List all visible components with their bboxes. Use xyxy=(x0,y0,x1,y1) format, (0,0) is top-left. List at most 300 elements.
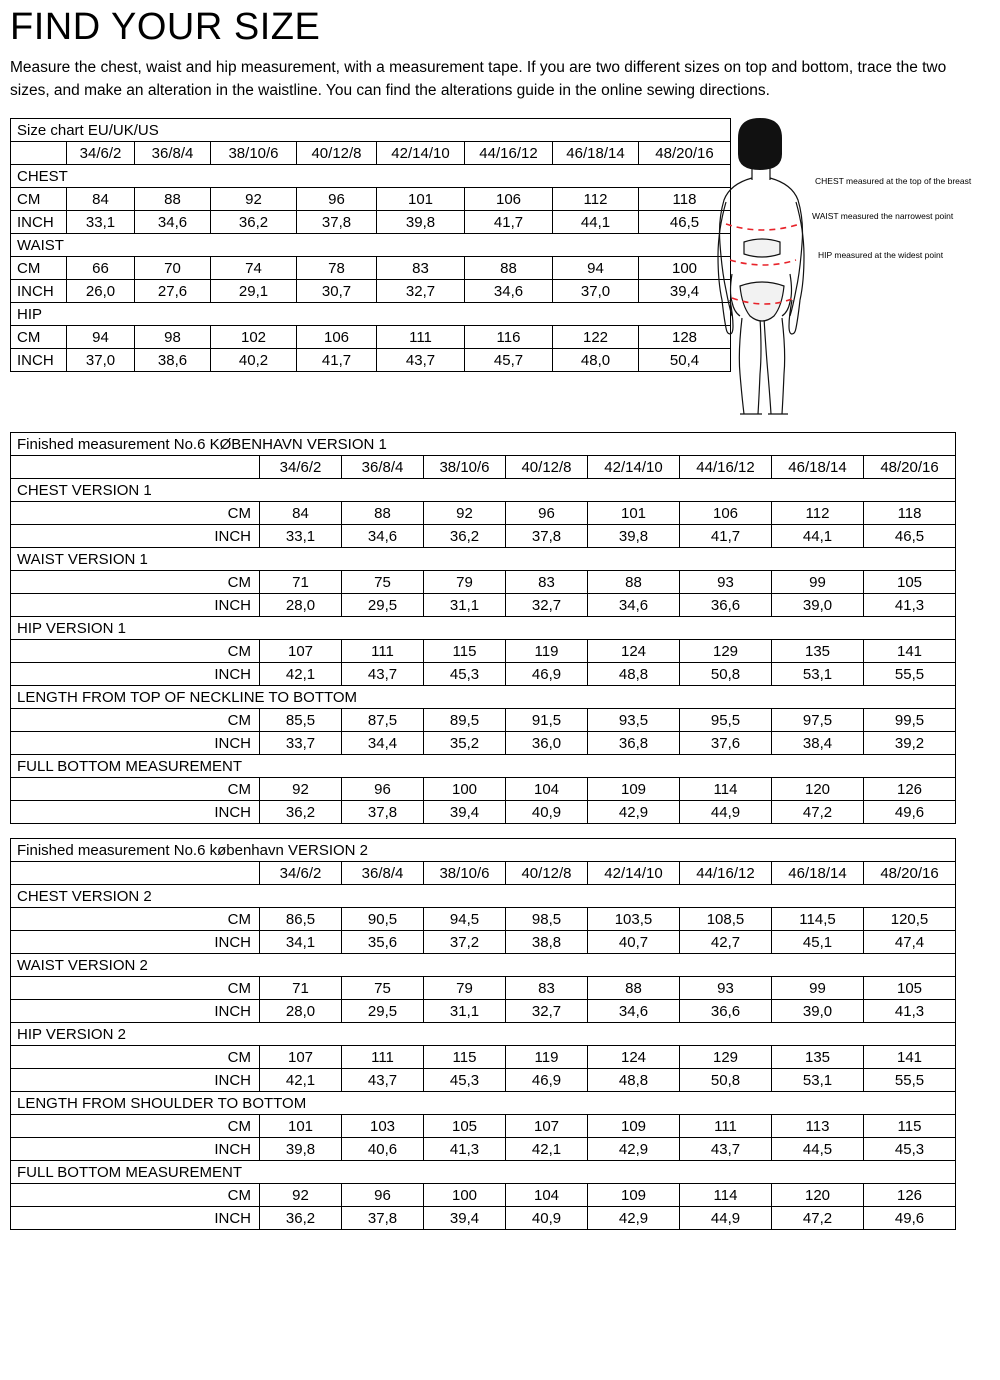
value-1-0-3: 78 xyxy=(297,257,377,280)
size-header-2: 38/10/6 xyxy=(424,862,506,885)
value-4-1-4: 42,9 xyxy=(588,801,680,824)
unit-label-2-0: CM xyxy=(11,640,260,663)
value-2-0-6: 122 xyxy=(553,326,639,349)
size-guide-page xyxy=(0,8,1000,1380)
value-0-0-7: 118 xyxy=(639,188,731,211)
group-label-row xyxy=(11,234,731,257)
value-2-1-7: 50,4 xyxy=(639,349,731,372)
value-0-0-5: 106 xyxy=(680,502,772,525)
value-0-1-6: 45,1 xyxy=(772,931,864,954)
value-2-1-0: 37,0 xyxy=(67,349,135,372)
value-4-0-2: 100 xyxy=(424,1184,506,1207)
value-0-0-2: 92 xyxy=(424,502,506,525)
value-3-1-7: 45,3 xyxy=(864,1138,956,1161)
group-label-4: FULL BOTTOM MEASUREMENT xyxy=(11,1161,956,1184)
unit-label-0-1: INCH xyxy=(11,931,260,954)
table-row xyxy=(11,211,731,234)
value-1-0-1: 70 xyxy=(135,257,211,280)
value-0-1-1: 34,6 xyxy=(342,525,424,548)
value-1-0-0: 71 xyxy=(260,977,342,1000)
value-1-1-2: 29,1 xyxy=(211,280,297,303)
value-2-1-6: 53,1 xyxy=(772,663,864,686)
value-2-0-2: 115 xyxy=(424,1046,506,1069)
value-1-0-1: 75 xyxy=(342,571,424,594)
value-0-1-7: 46,5 xyxy=(864,525,956,548)
value-0-0-7: 118 xyxy=(864,502,956,525)
value-2-0-5: 129 xyxy=(680,640,772,663)
value-4-0-7: 126 xyxy=(864,1184,956,1207)
value-1-1-5: 36,6 xyxy=(680,1000,772,1023)
size-header-6: 46/18/14 xyxy=(553,142,639,165)
table-row xyxy=(11,1115,956,1138)
value-0-1-3: 37,8 xyxy=(297,211,377,234)
table-row xyxy=(11,977,956,1000)
value-2-0-7: 141 xyxy=(864,640,956,663)
table-row xyxy=(11,640,956,663)
size-header-4: 42/14/10 xyxy=(588,862,680,885)
top-section xyxy=(0,118,1000,418)
size-header-0: 34/6/2 xyxy=(260,862,342,885)
group-label-row xyxy=(11,885,956,908)
value-3-0-7: 99,5 xyxy=(864,709,956,732)
value-2-1-2: 45,3 xyxy=(424,663,506,686)
value-2-1-7: 55,5 xyxy=(864,663,956,686)
group-label-0: CHEST VERSION 1 xyxy=(11,479,956,502)
value-1-1-6: 39,0 xyxy=(772,594,864,617)
group-label-row xyxy=(11,686,956,709)
value-2-0-0: 94 xyxy=(67,326,135,349)
size-header-5: 44/16/12 xyxy=(465,142,553,165)
value-2-1-2: 45,3 xyxy=(424,1069,506,1092)
value-4-0-2: 100 xyxy=(424,778,506,801)
group-label-row xyxy=(11,303,731,326)
value-4-0-1: 96 xyxy=(342,778,424,801)
value-1-1-0: 28,0 xyxy=(260,594,342,617)
value-0-0-3: 96 xyxy=(506,502,588,525)
value-1-0-4: 88 xyxy=(588,977,680,1000)
group-label-4: FULL BOTTOM MEASUREMENT xyxy=(11,755,956,778)
unit-label-4-1: INCH xyxy=(11,1207,260,1230)
table-caption-row xyxy=(11,433,956,456)
size-header-7: 48/20/16 xyxy=(864,862,956,885)
group-label-3: LENGTH FROM TOP OF NECKLINE TO BOTTOM xyxy=(11,686,956,709)
table-row xyxy=(11,931,956,954)
value-3-1-0: 39,8 xyxy=(260,1138,342,1161)
value-3-0-6: 97,5 xyxy=(772,709,864,732)
value-1-1-2: 31,1 xyxy=(424,594,506,617)
waist-note: WAIST measured the narrowest point xyxy=(812,211,954,222)
value-0-0-5: 106 xyxy=(465,188,553,211)
value-2-0-0: 107 xyxy=(260,1046,342,1069)
value-3-1-4: 42,9 xyxy=(588,1138,680,1161)
value-4-1-5: 44,9 xyxy=(680,1207,772,1230)
value-0-0-4: 101 xyxy=(377,188,465,211)
value-1-0-6: 94 xyxy=(553,257,639,280)
size-header-2: 38/10/6 xyxy=(424,456,506,479)
value-2-0-3: 119 xyxy=(506,640,588,663)
unit-label-0-0: CM xyxy=(11,908,260,931)
value-0-0-5: 108,5 xyxy=(680,908,772,931)
group-label-1: WAIST VERSION 1 xyxy=(11,548,956,571)
unit-label-1-0: CM xyxy=(11,257,67,280)
unit-label-0-0: CM xyxy=(11,188,67,211)
value-4-0-4: 109 xyxy=(588,1184,680,1207)
value-0-1-6: 44,1 xyxy=(553,211,639,234)
value-2-0-1: 111 xyxy=(342,1046,424,1069)
value-3-1-0: 33,7 xyxy=(260,732,342,755)
value-2-0-7: 128 xyxy=(639,326,731,349)
size-header-row xyxy=(11,862,956,885)
value-1-0-7: 100 xyxy=(639,257,731,280)
value-2-1-6: 48,0 xyxy=(553,349,639,372)
size-header-4: 42/14/10 xyxy=(588,456,680,479)
value-2-0-1: 98 xyxy=(135,326,211,349)
size-header-3: 40/12/8 xyxy=(506,456,588,479)
value-1-0-0: 66 xyxy=(67,257,135,280)
value-3-0-7: 115 xyxy=(864,1115,956,1138)
table-row xyxy=(11,801,956,824)
value-0-1-2: 36,2 xyxy=(424,525,506,548)
value-3-0-4: 109 xyxy=(588,1115,680,1138)
value-0-0-1: 88 xyxy=(342,502,424,525)
value-1-1-1: 27,6 xyxy=(135,280,211,303)
group-label-row xyxy=(11,617,956,640)
value-2-1-4: 43,7 xyxy=(377,349,465,372)
unit-label-4-0: CM xyxy=(11,1184,260,1207)
size-header-5: 44/16/12 xyxy=(680,456,772,479)
value-4-0-3: 104 xyxy=(506,1184,588,1207)
unit-label-1-0: CM xyxy=(11,977,260,1000)
value-3-0-0: 101 xyxy=(260,1115,342,1138)
header-blank xyxy=(11,456,260,479)
value-3-1-6: 44,5 xyxy=(772,1138,864,1161)
value-0-0-0: 84 xyxy=(67,188,135,211)
group-label-row xyxy=(11,755,956,778)
value-3-1-1: 34,4 xyxy=(342,732,424,755)
group-label-row xyxy=(11,548,956,571)
value-3-0-3: 107 xyxy=(506,1115,588,1138)
intro-paragraph: Measure the chest, waist and hip measurement, with a measurement tape. If you are two different sizes on top and bottom, trace the two sizes, and make an alteration in the waistline. You can find the alterations guide in the online sewing directions. xyxy=(10,58,947,100)
value-2-0-2: 102 xyxy=(211,326,297,349)
group-label-2: HIP xyxy=(11,303,731,326)
table-caption: Size chart EU/UK/US xyxy=(11,119,731,142)
table-row xyxy=(11,709,956,732)
value-0-0-4: 101 xyxy=(588,502,680,525)
table-caption-row xyxy=(11,119,731,142)
value-4-1-2: 39,4 xyxy=(424,1207,506,1230)
value-3-1-3: 42,1 xyxy=(506,1138,588,1161)
value-2-1-3: 46,9 xyxy=(506,663,588,686)
unit-label-2-1: INCH xyxy=(11,1069,260,1092)
table-caption: Finished measurement No.6 KØBENHAVN VERSION 1 xyxy=(11,433,956,456)
value-1-1-2: 31,1 xyxy=(424,1000,506,1023)
value-1-1-6: 37,0 xyxy=(553,280,639,303)
value-1-0-4: 83 xyxy=(377,257,465,280)
unit-label-1-0: CM xyxy=(11,571,260,594)
version2-table xyxy=(10,838,956,1230)
value-1-1-5: 36,6 xyxy=(680,594,772,617)
size-header-6: 46/18/14 xyxy=(772,456,864,479)
value-3-1-1: 40,6 xyxy=(342,1138,424,1161)
group-label-3: LENGTH FROM SHOULDER TO BOTTOM xyxy=(11,1092,956,1115)
value-0-1-7: 47,4 xyxy=(864,931,956,954)
value-1-1-7: 39,4 xyxy=(639,280,731,303)
value-1-0-5: 88 xyxy=(465,257,553,280)
value-3-1-6: 38,4 xyxy=(772,732,864,755)
unit-label-1-1: INCH xyxy=(11,1000,260,1023)
value-3-0-2: 105 xyxy=(424,1115,506,1138)
value-0-0-3: 98,5 xyxy=(506,908,588,931)
value-4-0-5: 114 xyxy=(680,1184,772,1207)
unit-label-0-1: INCH xyxy=(11,211,67,234)
value-0-0-1: 88 xyxy=(135,188,211,211)
value-3-0-3: 91,5 xyxy=(506,709,588,732)
table-row xyxy=(11,1184,956,1207)
value-0-0-1: 90,5 xyxy=(342,908,424,931)
table-caption: Finished measurement No.6 københavn VERSION 2 xyxy=(11,839,956,862)
value-3-0-1: 87,5 xyxy=(342,709,424,732)
value-4-1-6: 47,2 xyxy=(772,801,864,824)
unit-label-1-1: INCH xyxy=(11,594,260,617)
value-0-0-0: 84 xyxy=(260,502,342,525)
value-4-0-5: 114 xyxy=(680,778,772,801)
value-3-0-4: 93,5 xyxy=(588,709,680,732)
unit-label-0-1: INCH xyxy=(11,525,260,548)
value-1-1-6: 39,0 xyxy=(772,1000,864,1023)
table-caption-row xyxy=(11,839,956,862)
value-1-0-0: 71 xyxy=(260,571,342,594)
value-4-1-4: 42,9 xyxy=(588,1207,680,1230)
value-2-0-4: 124 xyxy=(588,1046,680,1069)
value-0-1-5: 41,7 xyxy=(680,525,772,548)
unit-label-3-0: CM xyxy=(11,1115,260,1138)
waist-line xyxy=(730,260,796,265)
value-2-1-2: 40,2 xyxy=(211,349,297,372)
value-1-0-7: 105 xyxy=(864,571,956,594)
value-3-0-2: 89,5 xyxy=(424,709,506,732)
value-4-0-1: 96 xyxy=(342,1184,424,1207)
group-label-1: WAIST VERSION 2 xyxy=(11,954,956,977)
size-header-4: 42/14/10 xyxy=(377,142,465,165)
value-1-0-6: 99 xyxy=(772,571,864,594)
value-3-1-5: 37,6 xyxy=(680,732,772,755)
figure-svg xyxy=(700,108,1000,418)
value-1-1-4: 32,7 xyxy=(377,280,465,303)
unit-label-2-0: CM xyxy=(11,326,67,349)
table-row xyxy=(11,908,956,931)
value-1-0-5: 93 xyxy=(680,571,772,594)
table-row xyxy=(11,1207,956,1230)
value-0-0-3: 96 xyxy=(297,188,377,211)
value-0-0-4: 103,5 xyxy=(588,908,680,931)
value-0-0-6: 112 xyxy=(772,502,864,525)
value-4-0-6: 120 xyxy=(772,778,864,801)
value-1-1-5: 34,6 xyxy=(465,280,553,303)
value-0-1-0: 34,1 xyxy=(260,931,342,954)
unit-label-3-0: CM xyxy=(11,709,260,732)
value-4-1-0: 36,2 xyxy=(260,1207,342,1230)
value-0-0-2: 92 xyxy=(211,188,297,211)
value-2-0-2: 115 xyxy=(424,640,506,663)
value-2-1-4: 48,8 xyxy=(588,663,680,686)
size-header-0: 34/6/2 xyxy=(260,456,342,479)
size-header-7: 48/20/16 xyxy=(639,142,731,165)
value-2-1-5: 50,8 xyxy=(680,663,772,686)
value-2-1-1: 43,7 xyxy=(342,663,424,686)
table-row xyxy=(11,525,956,548)
group-label-2: HIP VERSION 2 xyxy=(11,1023,956,1046)
value-0-1-3: 38,8 xyxy=(506,931,588,954)
value-4-0-6: 120 xyxy=(772,1184,864,1207)
value-0-1-5: 42,7 xyxy=(680,931,772,954)
value-0-0-0: 86,5 xyxy=(260,908,342,931)
table-row xyxy=(11,594,956,617)
value-4-1-1: 37,8 xyxy=(342,801,424,824)
group-label-0: CHEST xyxy=(11,165,731,188)
value-4-1-3: 40,9 xyxy=(506,801,588,824)
value-4-1-3: 40,9 xyxy=(506,1207,588,1230)
value-1-1-0: 28,0 xyxy=(260,1000,342,1023)
version1-table xyxy=(10,432,956,824)
value-1-1-4: 34,6 xyxy=(588,1000,680,1023)
value-0-1-2: 37,2 xyxy=(424,931,506,954)
table-row xyxy=(11,1000,956,1023)
value-0-1-3: 37,8 xyxy=(506,525,588,548)
value-1-1-4: 34,6 xyxy=(588,594,680,617)
value-2-0-3: 106 xyxy=(297,326,377,349)
value-2-1-3: 41,7 xyxy=(297,349,377,372)
value-0-1-5: 41,7 xyxy=(465,211,553,234)
value-2-1-3: 46,9 xyxy=(506,1069,588,1092)
value-2-0-1: 111 xyxy=(342,640,424,663)
value-1-0-3: 83 xyxy=(506,571,588,594)
value-4-0-7: 126 xyxy=(864,778,956,801)
body-measurement-figure xyxy=(700,108,1000,418)
value-2-0-3: 119 xyxy=(506,1046,588,1069)
size-header-1: 36/8/4 xyxy=(135,142,211,165)
value-1-1-3: 30,7 xyxy=(297,280,377,303)
table-row xyxy=(11,1138,956,1161)
value-2-0-4: 124 xyxy=(588,640,680,663)
value-0-0-2: 94,5 xyxy=(424,908,506,931)
value-2-1-1: 43,7 xyxy=(342,1069,424,1092)
group-label-row xyxy=(11,1023,956,1046)
value-3-0-5: 95,5 xyxy=(680,709,772,732)
table-row xyxy=(11,663,956,686)
value-1-1-3: 32,7 xyxy=(506,594,588,617)
unit-label-2-0: CM xyxy=(11,1046,260,1069)
value-4-0-4: 109 xyxy=(588,778,680,801)
page-title: FIND YOUR SIZE xyxy=(10,6,321,48)
size-header-7: 48/20/16 xyxy=(864,456,956,479)
value-2-1-4: 48,8 xyxy=(588,1069,680,1092)
size-header-row xyxy=(11,142,731,165)
value-1-0-4: 88 xyxy=(588,571,680,594)
value-3-0-5: 111 xyxy=(680,1115,772,1138)
value-0-1-4: 39,8 xyxy=(588,525,680,548)
value-1-0-7: 105 xyxy=(864,977,956,1000)
value-3-1-3: 36,0 xyxy=(506,732,588,755)
value-0-1-0: 33,1 xyxy=(67,211,135,234)
table-row xyxy=(11,502,956,525)
value-3-1-5: 43,7 xyxy=(680,1138,772,1161)
value-0-1-7: 46,5 xyxy=(639,211,731,234)
size-header-3: 40/12/8 xyxy=(506,862,588,885)
size-header-row xyxy=(11,456,956,479)
size-header-6: 46/18/14 xyxy=(772,862,864,885)
value-3-1-4: 36,8 xyxy=(588,732,680,755)
size-header-1: 36/8/4 xyxy=(342,456,424,479)
value-1-0-1: 75 xyxy=(342,977,424,1000)
unit-label-0-0: CM xyxy=(11,502,260,525)
table-row xyxy=(11,188,731,211)
group-label-row xyxy=(11,1161,956,1184)
value-4-1-0: 36,2 xyxy=(260,801,342,824)
value-3-0-0: 85,5 xyxy=(260,709,342,732)
value-1-1-0: 26,0 xyxy=(67,280,135,303)
group-label-0: CHEST VERSION 2 xyxy=(11,885,956,908)
table-row xyxy=(11,732,956,755)
value-1-1-7: 41,3 xyxy=(864,594,956,617)
value-4-1-6: 47,2 xyxy=(772,1207,864,1230)
size-header-5: 44/16/12 xyxy=(680,862,772,885)
value-4-1-1: 37,8 xyxy=(342,1207,424,1230)
unit-label-3-1: INCH xyxy=(11,732,260,755)
group-label-row xyxy=(11,1092,956,1115)
value-2-0-0: 107 xyxy=(260,640,342,663)
table-row xyxy=(11,257,731,280)
value-2-1-0: 42,1 xyxy=(260,663,342,686)
value-3-1-7: 39,2 xyxy=(864,732,956,755)
value-3-0-6: 113 xyxy=(772,1115,864,1138)
value-2-0-5: 116 xyxy=(465,326,553,349)
hip-note: HIP measured at the widest point xyxy=(818,250,944,261)
value-2-1-7: 55,5 xyxy=(864,1069,956,1092)
value-2-1-6: 53,1 xyxy=(772,1069,864,1092)
chest-note: CHEST measured at the top of the breast xyxy=(815,176,972,187)
unit-label-3-1: INCH xyxy=(11,1138,260,1161)
value-3-1-2: 35,2 xyxy=(424,732,506,755)
value-2-1-5: 50,8 xyxy=(680,1069,772,1092)
table-row xyxy=(11,349,731,372)
table-row xyxy=(11,571,956,594)
value-1-0-3: 83 xyxy=(506,977,588,1000)
value-2-0-5: 129 xyxy=(680,1046,772,1069)
value-1-1-7: 41,3 xyxy=(864,1000,956,1023)
value-0-0-6: 114,5 xyxy=(772,908,864,931)
chest-line xyxy=(726,224,800,230)
value-1-0-2: 79 xyxy=(424,571,506,594)
size-chart-table xyxy=(10,118,731,372)
value-0-0-7: 120,5 xyxy=(864,908,956,931)
value-1-1-3: 32,7 xyxy=(506,1000,588,1023)
value-2-1-5: 45,7 xyxy=(465,349,553,372)
group-label-1: WAIST xyxy=(11,234,731,257)
group-label-row xyxy=(11,479,956,502)
size-header-2: 38/10/6 xyxy=(211,142,297,165)
value-4-1-5: 44,9 xyxy=(680,801,772,824)
value-0-1-2: 36,2 xyxy=(211,211,297,234)
value-1-0-2: 74 xyxy=(211,257,297,280)
value-4-0-0: 92 xyxy=(260,778,342,801)
value-2-0-6: 135 xyxy=(772,640,864,663)
value-0-1-1: 34,6 xyxy=(135,211,211,234)
unit-label-2-1: INCH xyxy=(11,663,260,686)
value-2-1-0: 42,1 xyxy=(260,1069,342,1092)
group-label-2: HIP VERSION 1 xyxy=(11,617,956,640)
table-row xyxy=(11,778,956,801)
unit-label-2-1: INCH xyxy=(11,349,67,372)
